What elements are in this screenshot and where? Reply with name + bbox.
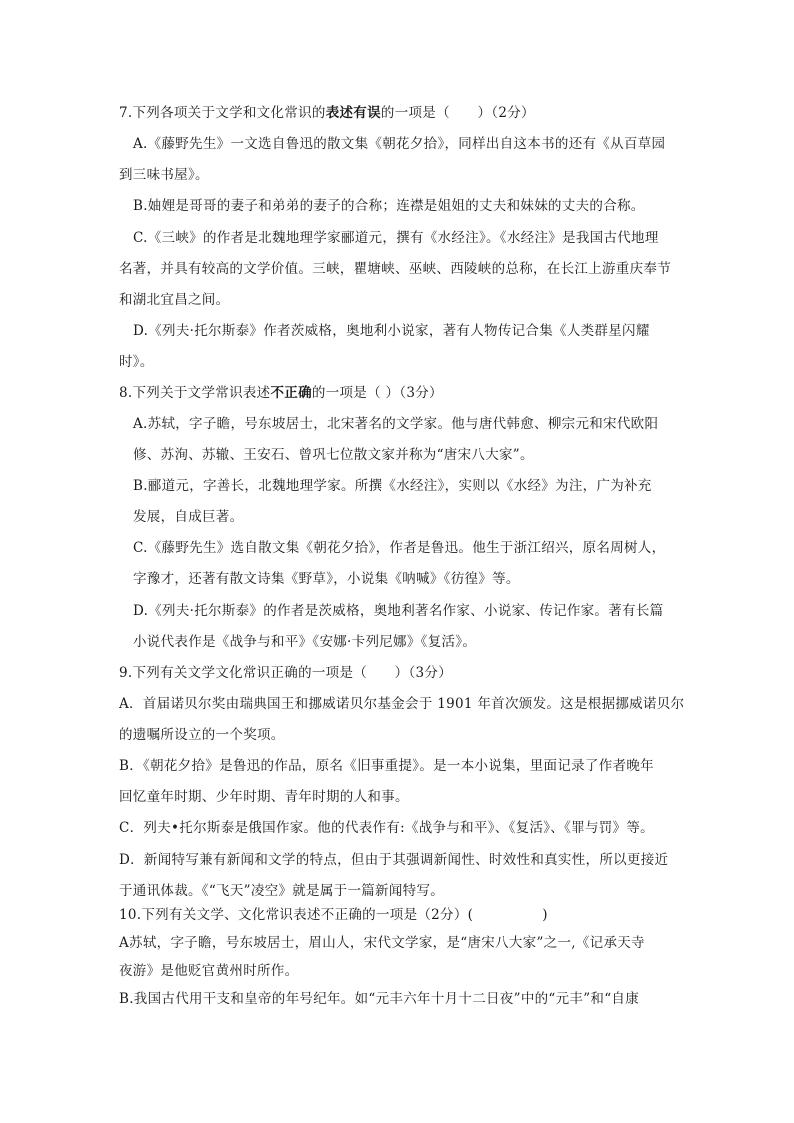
q8-option-a-line2: 修、苏洵、苏辙、王安石、曾巩七位散文家并称为“唐宋八大家”。 <box>133 447 534 463</box>
q7-option-b-line1: B.妯娌是哥哥的妻子和弟弟的妻子的合称；连襟是姐姐的丈夫和妹妹的丈夫的合称。 <box>133 198 645 214</box>
q7-stem-post: 的一项是（ ）（2分） <box>380 105 535 121</box>
q8-stem <box>119 383 443 403</box>
q8-stem-post: 的一项是（ ）（3分） <box>311 385 443 401</box>
q10-option-b-line1: B.我国古代用干支和皇帝的年号纪年。如“元丰六年十月十二日夜”中的“元丰”和“自康 <box>119 991 640 1007</box>
q7-stem-pre: 7.下列各项关于文学和文化常识的 <box>119 105 326 121</box>
q8-stem-pre: 8.下列关于文学常识表述 <box>119 385 271 401</box>
q8-option-d-line2: 小说代表作是《战争与和平》《安娜·卡列尼娜》《复活》。 <box>133 634 477 650</box>
q9-option-b-line2: 回忆童年时期、少年时期、青年时期的人和事。 <box>119 789 409 805</box>
q9-option-a-line1: A．首届诺贝尔奖由瑞典国王和挪威诺贝尔基金会于 1901 年首次颁发。这是根据挪威诺贝尔 <box>119 696 685 712</box>
q9-option-d-line1: D．新闻特写兼有新闻和文学的特点，但由于其强调新闻性、时效性和真实性，所以更接近 <box>119 852 669 868</box>
q7-option-d-line2: 时》。 <box>119 354 154 370</box>
q7-option-a-line1: A.《藤野先生》一文选自鲁迅的散文集《朝花夕拾》，同样出自这本书的还有《从百草园 <box>133 136 666 152</box>
q10-stem: 10.下列有关文学、文化常识表述不正确的一项是（2分）( ) <box>119 907 548 923</box>
q7-stem-emph: 表述有误 <box>325 105 381 121</box>
q7-option-c-line2: 名著，并具有较高的文学价值。三峡，瞿塘峡、巫峡、西陵峡的总称，在长江上游重庆奉节 <box>119 261 671 277</box>
q7-option-d-line1: D.《列夫·托尔斯泰》作者茨威格，奥地利小说家，著有人物传记合集《人类群星闪耀 <box>133 323 650 339</box>
q7-option-a-line2: 到三味书屋》。 <box>119 167 209 183</box>
q8-stem-emph: 不正确 <box>270 385 312 401</box>
q7-option-c-line1: C.《三峡》的作者是北魏地理学家郦道元，撰有《水经注》。《水经注》是我国古代地理 <box>133 230 659 246</box>
q8-option-d-line1: D.《列夫·托尔斯泰》的作者是茨威格，奥地利著名作家、小说家、传记作家。著有长篇 <box>133 603 664 619</box>
q9-stem: 9.下列有关文学文化常识正确的一项是（ ）（3分） <box>119 665 453 681</box>
q8-option-c-line2: 字豫才，还著有散文诗集《野草》，小说集《呐喊》《彷徨》等。 <box>133 571 520 587</box>
q8-option-b-line1: B.郦道元，字善长，北魏地理学家。所撰《水经注》，实则以《水经》为注，广为补充 <box>133 478 652 494</box>
q10-option-a-line2: 夜游》是他贬官黄州时所作。 <box>119 963 299 979</box>
q8-option-c-line1: C.《藤野先生》选自散文集《朝花夕拾》，作者是鲁迅。他生于浙江绍兴，原名周树人， <box>133 540 666 556</box>
q9-option-d-line2: 于通讯体裁。《“飞天”凌空》就是属于一篇新闻特写。 <box>119 883 445 899</box>
q9-option-a-line2: 的遗嘱所设立的一个奖项。 <box>119 727 285 743</box>
q8-option-b-line2: 发展，自成巨著。 <box>133 509 244 525</box>
q9-option-b-line1: B．《朝花夕拾》是鲁迅的作品，原名《旧事重提》。是一本小说集，里面记录了作者晚年 <box>119 758 654 774</box>
q7-option-c-line3: 和湖北宜昌之间。 <box>119 292 230 308</box>
q10-option-a-line1: A苏轼，字子瞻，号东坡居士，眉山人，宋代文学家，是“唐宋八大家”之一,《记承天寺 <box>119 935 645 951</box>
q7-stem <box>119 103 535 123</box>
q9-option-c-line1: C．列夫•托尔斯泰是俄国作家。他的代表作有:《战争与和平》、《复活》、《罪与罚》等。 <box>119 820 654 836</box>
q8-option-a-line1: A.苏轼，字子瞻，号东坡居士，北宋著名的文学家。他与唐代韩愈、柳宗元和宋代欧阳 <box>133 416 659 432</box>
